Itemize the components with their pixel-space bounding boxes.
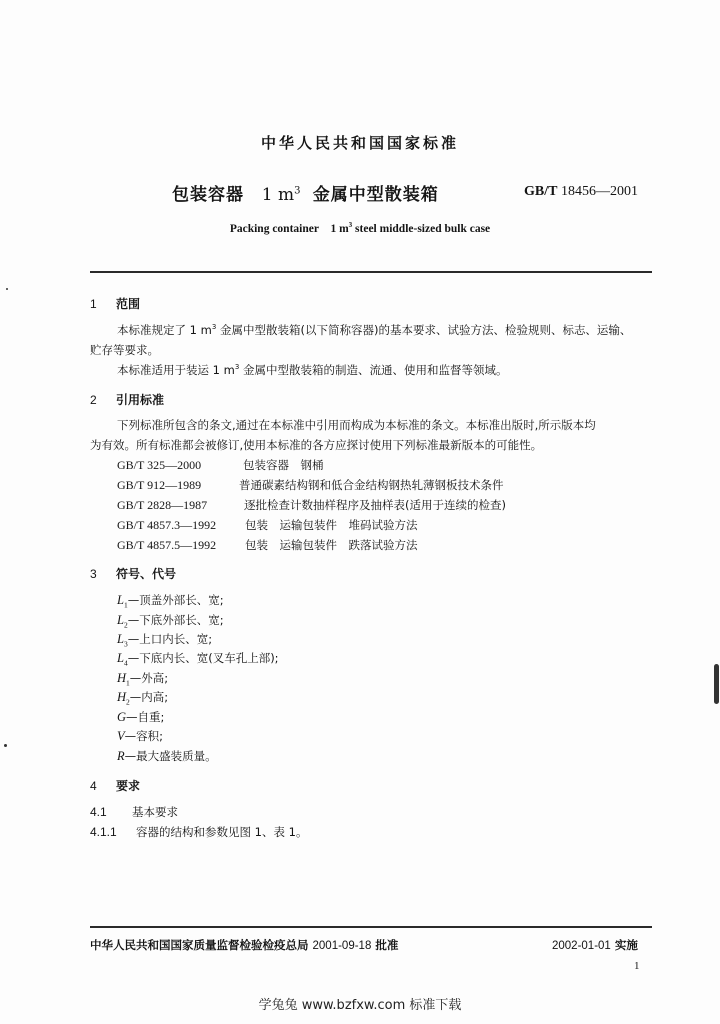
section-1-heading: 1 范围 xyxy=(90,297,141,311)
title-zh-part-b: 金属中型散装箱 xyxy=(312,185,439,205)
standard-code xyxy=(524,184,638,200)
clause-4-1-1: 4.1.1 容器的结构和参数见图 1、表 1。 xyxy=(90,825,308,839)
footer-divider xyxy=(90,926,652,928)
symbol-item: G—自重; xyxy=(117,710,165,724)
page-number: 1 xyxy=(634,960,640,972)
section-2-paragraph-line-1: 下列标准所包含的条文,通过在本标准中引用而构成为本标准的条文。本标准出版时,所示版本均 xyxy=(117,418,596,432)
title-zh-part-a: 包装容器 xyxy=(172,185,244,205)
standard-title-en: Packing container 1 $m^3$ steel middle-sized bulk case xyxy=(229,221,491,235)
issuer-name: 中华人民共和国国家质量监督检验检疫总局 xyxy=(90,938,309,952)
header-divider xyxy=(90,271,652,273)
symbol-item: $L_2—$下底外部长、宽; xyxy=(117,613,224,630)
subsection-4-1-heading: 4.1 基本要求 xyxy=(90,805,178,819)
section-2-paragraph-line-2: 为有效。所有标准都会被修订,使用本标准的各方应探讨使用下列标准最新版本的可能性。 xyxy=(90,438,543,452)
symbol-item: V—容积; xyxy=(117,729,164,743)
implementation-line xyxy=(552,937,638,953)
issue-date: 2001-09-18 xyxy=(312,940,372,952)
reference-item: GB/T 325—2000 包装容器 钢桶 xyxy=(117,458,324,472)
scan-speck xyxy=(4,744,7,747)
section-3-heading: 3 符号、代号 xyxy=(90,567,177,581)
national-standard-heading: 中华人民共和国国家标准 xyxy=(260,134,459,152)
standard-title-zh xyxy=(172,180,439,205)
symbol-item: $L_3—$上口内长、宽; xyxy=(117,632,213,649)
section-2-heading: 2 引用标准 xyxy=(90,393,165,407)
section-1-paragraph-1-line-2: 贮存等要求。 xyxy=(90,343,159,357)
reference-item: GB/T 2828—1987 逐批检查计数抽样程序及抽样表(适用于连续的检查) xyxy=(117,498,506,512)
reference-item: GB/T 4857.5—1992 包装 运输包装件 跌落试验方法 xyxy=(117,538,418,552)
section-1-paragraph-2: 本标准适用于装运 1 $m^3$ 金属中型散装箱的制造、流通、使用和监督等领域。 xyxy=(117,363,508,377)
implementation-label: 实施 xyxy=(614,938,638,952)
symbol-item: $H_1—$外高; xyxy=(117,671,169,688)
implementation-date: 2002-01-01 xyxy=(552,940,611,952)
standard-code-prefix: GB/T xyxy=(524,184,558,199)
symbol-item: R—最大盛装质量。 xyxy=(117,749,217,763)
watermark-text: 学兔兔 www.bzfxw.com 标准下载 xyxy=(258,998,462,1013)
symbol-item: $L_1—$顶盖外部长、宽; xyxy=(117,593,224,610)
symbol-item: $L_4—$下底内长、宽(叉车孔上部); xyxy=(117,651,279,668)
section-4-heading: 4 要求 xyxy=(90,779,141,793)
scan-speck xyxy=(6,288,8,290)
section-1-paragraph-1-line-1: 本标准规定了 1 $m^3$ 金属中型散装箱(以下简称容器)的基本要求、试验方法、检验规则、标志、运输、 xyxy=(117,323,632,337)
issue-label: 批准 xyxy=(375,938,399,952)
title-zh-volume: 1 $m^3$ xyxy=(261,185,301,205)
scan-edge-mark xyxy=(714,664,719,704)
issuer-line xyxy=(90,937,398,953)
reference-item: GB/T 912—1989 普通碳素结构钢和低合金结构钢热轧薄钢板技术条件 xyxy=(117,478,504,492)
standard-code-number: 18456—2001 xyxy=(560,184,638,199)
reference-item: GB/T 4857.3—1992 包装 运输包装件 堆码试验方法 xyxy=(117,518,418,532)
symbol-item: $H_2—$内高; xyxy=(117,690,169,707)
